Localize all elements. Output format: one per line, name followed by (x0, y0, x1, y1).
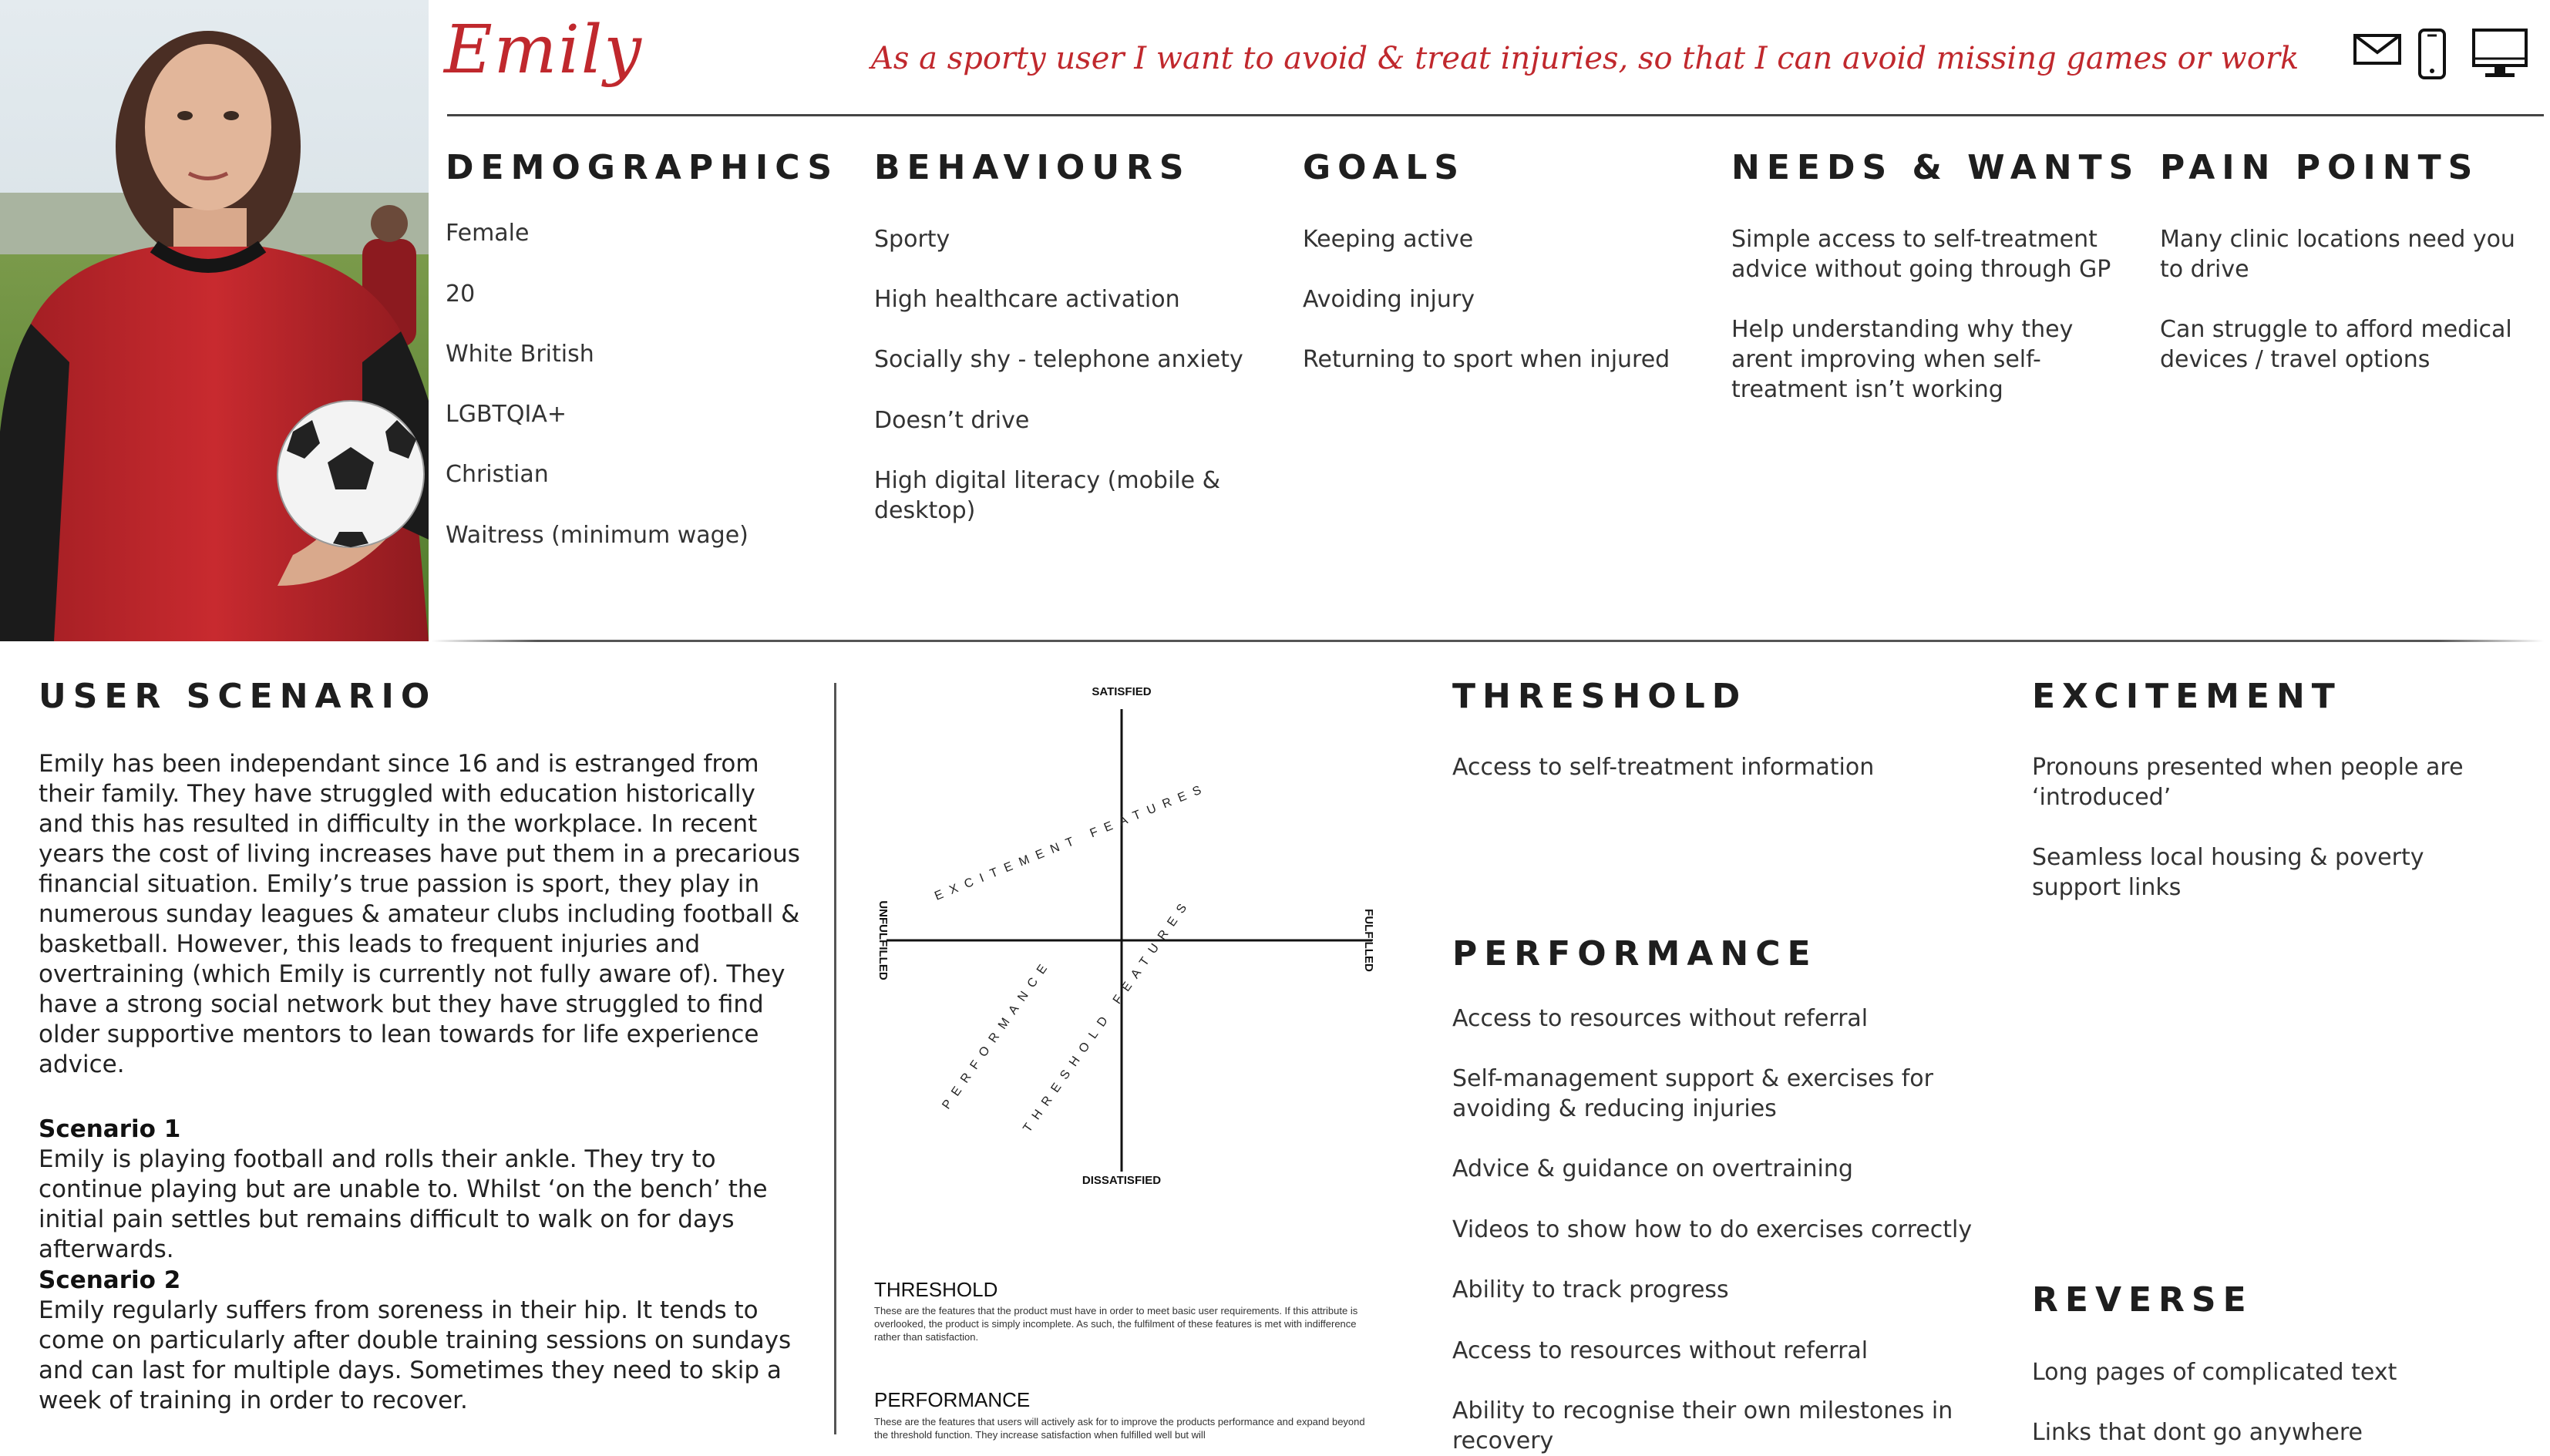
performance-item: Access to resources without referral (1452, 1337, 1869, 1364)
excitement-item: Pronouns presented when people are ‘introduced’ (2032, 754, 2464, 811)
kano-diagram (863, 678, 1403, 1202)
performance-line-label: PERFORMANCE (940, 956, 1055, 1112)
reverse-heading: REVERSE (2032, 1280, 2253, 1320)
goals-item: Avoiding injury (1303, 286, 1475, 313)
needs-wants-item: Simple access to self-treatment advice without going through GP (1731, 226, 2111, 283)
dissatisfied-label: DISSATISFIED (1082, 1174, 1162, 1187)
demographics-item: LGBTQIA+ (446, 401, 567, 428)
needs-wants-item: Help understanding why they arent improving when self-treatment isn’t working (1731, 316, 2074, 403)
goals-item: Returning to sport when injured (1303, 346, 1670, 373)
reverse-item: Long pages of complicated text (2032, 1359, 2397, 1386)
needs-wants-heading: NEEDS & WANTS (1731, 148, 2141, 187)
section-divider (432, 640, 2544, 642)
mobile-icon (2417, 28, 2447, 84)
legend-threshold-text: These are the features that the product must have in order to meet basic user requirements. If this attribute is overlooked, the product is simply incomplete. As such, the fulfilment of these features is met with indifference rather than satisfaction. (874, 1305, 1358, 1343)
behaviours-item: Socially shy - telephone anxiety (874, 346, 1243, 373)
reverse-item: Links that dont go anywhere (2032, 1419, 2363, 1446)
persona-photo (0, 0, 429, 641)
demographics-heading: DEMOGRAPHICS (446, 148, 839, 187)
user-scenario-heading: USER SCENARIO (39, 677, 437, 716)
threshold-curve-label: THRESHOLD FEATURES (1021, 895, 1194, 1135)
demographics-item: White British (446, 341, 594, 368)
performance-item: Self-management support & exercises for avoiding & reducing injuries (1452, 1065, 1933, 1122)
pain-points-heading: PAIN POINTS (2160, 148, 2480, 187)
pain-points-item: Can struggle to afford medical devices / travel options (2160, 316, 2512, 373)
demographics-item: Waitress (minimum wage) (446, 522, 749, 549)
performance-heading: PERFORMANCE (1452, 934, 1818, 973)
behaviours-item: Sporty (874, 226, 950, 253)
desktop-icon (2471, 28, 2528, 84)
performance-item: Ability to track progress (1452, 1276, 1729, 1303)
header-divider (447, 114, 2544, 116)
legend-performance-text: These are the features that users will actively ask for to improve the products performance and expand beyond the threshold function. They increase satisfaction when fulfilled well but will (874, 1416, 1365, 1441)
mail-icon (2353, 31, 2402, 70)
excitement-item: Seamless local housing & poverty support links (2032, 844, 2424, 901)
demographics-item: Christian (446, 461, 549, 488)
scenario-1-title: Scenario 1 (39, 1115, 181, 1143)
legend-threshold-title: THRESHOLD (874, 1278, 998, 1301)
behaviours-item: Doesn’t drive (874, 407, 1030, 434)
behaviours-heading: BEHAVIOURS (874, 148, 1191, 187)
goals-item: Keeping active (1303, 226, 1474, 253)
unfulfilled-label: UNFULFILLED (876, 900, 890, 980)
performance-item: Ability to recognise their own milestones in recovery (1452, 1397, 1953, 1454)
pain-points-item: Many clinic locations need you to drive (2160, 226, 2515, 283)
excitement-heading: EXCITEMENT (2032, 677, 2342, 716)
performance-item: Access to resources without referral (1452, 1005, 1869, 1032)
behaviours-item: High digital literacy (mobile & desktop) (874, 467, 1221, 524)
threshold-item: Access to self-treatment information (1452, 754, 1875, 781)
performance-item: Advice & guidance on overtraining (1452, 1155, 1853, 1182)
fulfilled-label: FULFILLED (1362, 909, 1375, 972)
demographics-item: Female (446, 220, 530, 247)
goals-heading: GOALS (1303, 148, 1466, 187)
threshold-heading: THRESHOLD (1452, 677, 1748, 716)
scenario-2-text: Emily regularly suffers from soreness in their hip. It tends to come on particularly after double training sessions on sundays and can last for multiple days. Sometimes they need to skip a week of training in order to recover. (39, 1296, 792, 1414)
scenario-intro: Emily has been independant since 16 and is estranged from their family. They have struggled with education historically and this has resulted in difficulty in the workplace. In recent years the cost of living increases have put them in a precarious financial situation. Emily’s true passion is sport, they play in numerous sunday leagues & amateur clubs including football & basketball. However, this leads to frequent injuries and overtraining (which Emily is currently not fully aware of). They have a strong social network but they have struggled to find older supportive mentors to lean towards for life experience advice. (39, 750, 800, 1078)
legend-performance-title: PERFORMANCE (874, 1388, 1031, 1411)
excitement-curve-label: EXCITEMENT FEATURES (933, 781, 1211, 903)
scenario-1-text: Emily is playing football and rolls their ankle. They try to continue playing but are unable to. Whilst ‘on the bench’ the initial pain settles but remains difficult to walk on for days afterwards. (39, 1145, 768, 1263)
scenario-2-title: Scenario 2 (39, 1266, 181, 1294)
behaviours-item: High healthcare activation (874, 286, 1180, 313)
performance-item: Videos to show how to do exercises correctly (1452, 1216, 1973, 1243)
demographics-item: 20 (446, 281, 476, 308)
persona-name: Emily (444, 12, 643, 89)
column-divider (834, 683, 836, 1434)
satisfied-label: SATISFIED (1092, 685, 1152, 698)
persona-quote: As a sporty user I want to avoid & treat injuries, so that I can avoid missing games or work (871, 41, 2299, 76)
